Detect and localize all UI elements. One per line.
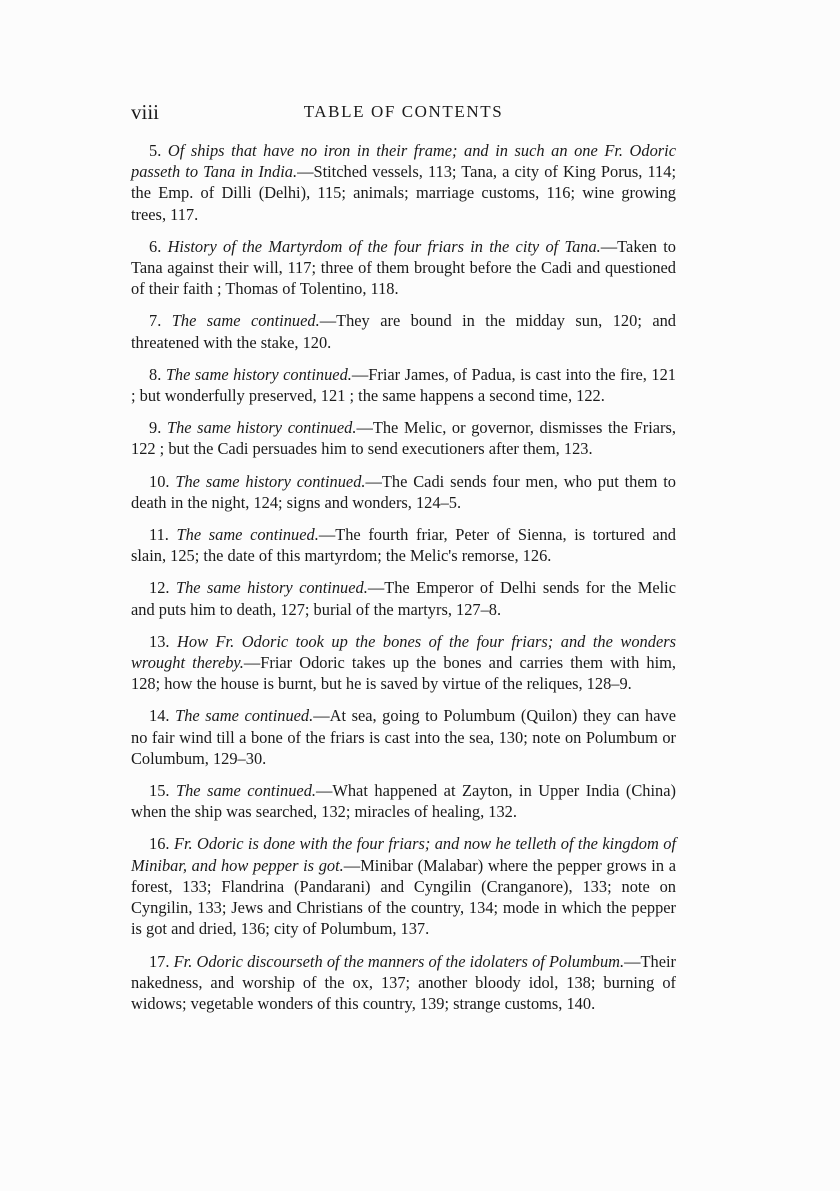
entry-body: —Friar James, of Padua, is cast into the fire, 121 ; but wonderfully preserved, 121 ; the same happens a second time, 122.	[131, 364, 676, 406]
entry-body: —The Melic, or governor, dismisses the Friars, 122 ; but the Cadi persuades him to send executioners after them, 123.	[131, 418, 676, 459]
contents-entry-7	[131, 310, 676, 352]
entry-title: Fr. Odoric discourseth of the manners of the idolaters of Polumbum.	[173, 951, 625, 971]
page-header	[131, 100, 676, 130]
entry-title: The same continued.	[176, 525, 319, 545]
entry-number: 17.	[149, 951, 170, 971]
entry-body: —The Emperor of Delhi sends for the Melic and puts him to death, 127; burial of the martyrs, 127–8.	[131, 578, 677, 619]
entry-body: —What happened at Zayton, in Upper India (China) when the ship was searched, 132; miracles of healing, 132.	[131, 781, 676, 822]
entry-title: The same continued.	[171, 311, 320, 331]
entry-title: How Fr. Odoric took up the bones of the four friars; and the wonders wrought thereby.	[131, 631, 676, 673]
entry-number: 11.	[149, 525, 169, 545]
page-number: viii	[131, 100, 160, 124]
contents-entry-5	[131, 140, 676, 225]
entry-number: 12.	[149, 578, 170, 598]
contents-entry-14	[131, 705, 676, 769]
contents-entry-16	[131, 833, 676, 939]
entry-title: History of the Martyrdom of the four friars in the city of Tana.	[167, 236, 601, 256]
entry-body: —Friar Odoric takes up the bones and carries them with him, 128; how the house is burnt, but he is saved by virtue of the reliques, 128–9.	[131, 653, 676, 694]
contents-entry-11	[131, 524, 676, 566]
contents-entry-17	[131, 951, 676, 1015]
entry-title: The same history continued.	[166, 418, 357, 438]
contents-list	[131, 140, 676, 1025]
entry-number: 16.	[149, 834, 170, 854]
entry-number: 5.	[149, 141, 162, 160]
entry-body: —At sea, going to Polumbum (Quilon) they can have no fair wind till a bone of the friars is cast into the sea, 130; note on Polumbum or Columbum, 129–30.	[131, 706, 676, 768]
entry-number: 8.	[149, 364, 162, 384]
entry-number: 14.	[149, 706, 170, 726]
entry-title: Of ships that have no iron in their frame; and in such an one Fr. Odoric passeth to Tana in India.	[131, 141, 676, 182]
contents-entry-10	[131, 471, 676, 513]
entry-number: 10.	[149, 471, 170, 491]
entry-title: The same history continued.	[175, 471, 366, 491]
entry-number: 15.	[149, 781, 170, 801]
contents-entry-6	[131, 236, 676, 300]
running-title: TABLE OF CONTENTS	[303, 102, 504, 121]
entry-body: —Taken to Tana against their will, 117; three of them brought before the Cadi and questioned of their faith ; Thomas of Tolentino, 118.	[131, 236, 676, 299]
entry-body: —The fourth friar, Peter of Sienna, is tortured and slain, 125; the date of this martyrdom; the Melic's remorse, 126.	[131, 525, 676, 566]
entry-title: The same history continued.	[175, 578, 368, 598]
entry-body: —Their nakedness, and worship of the ox, 137; another bloody idol, 138; burning of widows; vegetable wonders of this country, 139; strange customs, 140.	[131, 951, 676, 1013]
entry-title: Fr. Odoric is done with the four friars; and now he telleth of the kingdom of Minibar, and how pepper is got.	[131, 834, 676, 875]
contents-entry-12	[131, 577, 676, 619]
entry-body: —Stitched vessels, 113; Tana, a city of King Porus, 114; the Emp. of Dilli (Delhi), 115; animals; marriage customs, 116; wine growing trees, 117.	[131, 162, 677, 224]
contents-entry-8	[131, 364, 676, 406]
entry-title: The same history continued.	[165, 364, 352, 384]
entry-number: 13.	[149, 631, 170, 651]
entry-body: —The Cadi sends four men, who put them to death in the night, 124; signs and wonders, 124–5.	[131, 471, 677, 512]
entry-title: The same continued.	[175, 706, 314, 726]
contents-entry-13	[131, 631, 676, 695]
contents-entry-9	[131, 417, 676, 459]
entry-number: 9.	[149, 418, 162, 438]
entry-number: 7.	[149, 311, 162, 331]
entry-body: —Minibar (Malabar) where the pepper grows in a forest, 133; Flandrina (Pandarani) and Cyngilin (Cranganore), 133; note on Cyngilin, 133; Jews and Christians of the country, 134; mode in which the pepper is got and dried, 136; city of Polumbum, 137.	[131, 855, 676, 939]
entry-title: The same continued.	[176, 781, 316, 801]
entry-number: 6.	[149, 236, 162, 256]
entry-body: —They are bound in the midday sun, 120; and threatened with the stake, 120.	[131, 311, 676, 352]
contents-entry-15	[131, 780, 676, 822]
